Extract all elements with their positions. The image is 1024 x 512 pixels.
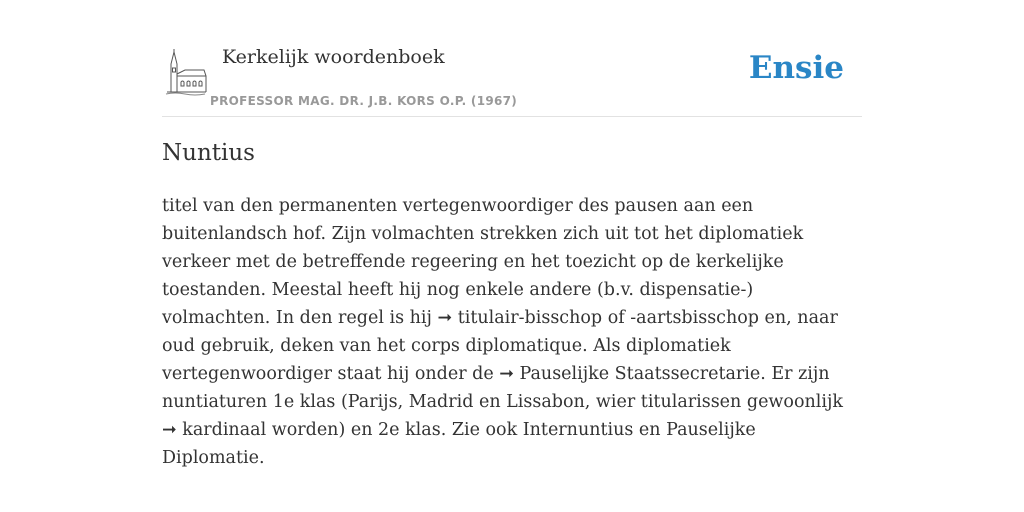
page-content — [162, 0, 862, 468]
page-header — [162, 0, 862, 117]
book-title[interactable]: Kerkelijk woordenboek — [222, 46, 445, 68]
brand-logo[interactable]: Ensie — [748, 50, 844, 86]
entry-text: worden) en 2e klas. Zie ook Internuntius en Pauselijke Diplomatie. — [162, 420, 756, 468]
entry-text: titel van den permanenten vertegenwoordiger des pausen aan een buitenlandsch hof. Zijn volmachten strekken zich uit tot het diplomatiek verkeer met de betreffende regeering en het toezicht op de kerkelijke toestanden. Meestal heeft hij nog enkele andere (b.v. dispensatie-) volmachten. In den regel is hij — [162, 196, 804, 328]
cross-reference-link[interactable]: ➞ titulair-bisschop — [437, 308, 603, 328]
entry-body — [162, 192, 862, 472]
cross-reference-link[interactable]: ➞ kardinaal — [162, 420, 267, 440]
author-line[interactable]: PROFESSOR MAG. DR. J.B. KORS O.P. (1967) — [210, 94, 518, 108]
church-icon — [165, 48, 207, 96]
entry-text: . Er zijn nuntiaturen 1e klas (Parijs, Madrid en Lissabon, wier titularissen gewoonlijk — [162, 364, 843, 412]
cross-reference-link[interactable]: ➞ Pauselijke Staatssecretarie — [499, 364, 761, 384]
entry-title: Nuntius — [162, 140, 255, 166]
entry-text: of -aartsbisschop en, naar oud gebruik, deken van het corps diplomatique. Als diplomatiek vertegenwoordiger staat hij onder de — [162, 308, 838, 384]
